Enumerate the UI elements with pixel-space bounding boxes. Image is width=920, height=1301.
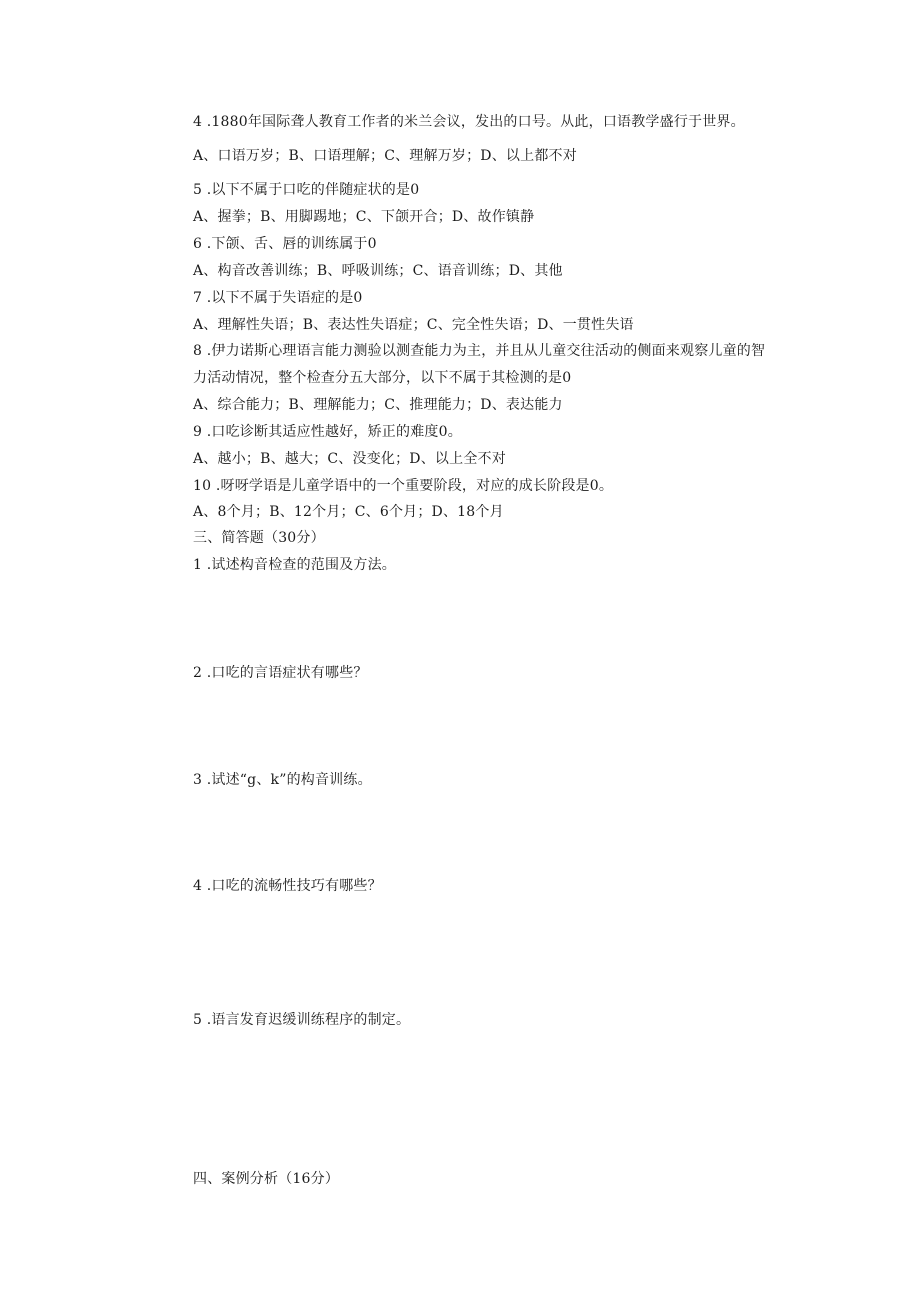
question-8-options: A、综合能力；B、理解能力；C、推理能力；D、表达能力 <box>193 397 563 413</box>
question-5-options: A、握拳；B、用脚踢地；C、下颌开合；D、故作镇静 <box>193 209 535 225</box>
question-10-text: 10 .呀呀学语是儿童学语中的一个重要阶段，对应的成长阶段是0。 <box>193 478 614 494</box>
question-9-options: A、越小；B、越大；C、没变化；D、以上全不对 <box>193 451 506 467</box>
section-3-heading: 三、简答题（30分） <box>193 530 325 546</box>
question-7-options: A、理解性失语；B、表达性失语症；C、完全性失语；D、一贯性失语 <box>193 317 634 333</box>
question-4-options: A、口语万岁；B、口语理解；C、理解万岁；D、以上都不对 <box>193 148 577 164</box>
short-answer-4: 4 .口吃的流畅性技巧有哪些？ <box>193 878 382 894</box>
question-6-text: 6 .下颌、舌、唇的训练属于0 <box>193 236 377 252</box>
question-8-text: 8 .伊力诺斯心理语言能力测验以测查能力为主，并且从儿童交往活动的侧面来观察儿童的智 <box>193 343 766 359</box>
question-4-text: 4 .1880年国际聋人教育工作者的米兰会议，发出的口号。从此，口语教学盛行于世界。 <box>193 114 745 130</box>
short-answer-2: 2 .口吃的言语症状有哪些？ <box>193 665 368 681</box>
short-answer-3: 3 .试述“g、k”的构音训练。 <box>193 772 372 788</box>
section-4-heading: 四、案例分析（16分） <box>193 1171 340 1187</box>
question-9-text: 9 .口吃诊断其适应性越好，矫正的难度0。 <box>193 424 462 440</box>
short-answer-5: 5 .语言发育迟缓训练程序的制定。 <box>193 1012 411 1028</box>
short-answer-1: 1 .试述构音检查的范围及方法。 <box>193 557 397 573</box>
question-5-text: 5 .以下不属于口吃的伴随症状的是0 <box>193 182 420 198</box>
question-8-text-continued: 力活动情况，整个检查分五大部分，以下不属于其检测的是0 <box>193 370 572 386</box>
question-6-options: A、构音改善训练；B、呼吸训练；C、语音训练；D、其他 <box>193 263 563 279</box>
question-7-text: 7 .以下不属于失语症的是0 <box>193 290 363 306</box>
question-10-options: A、8个月；B、12个月；C、6个月；D、18个月 <box>193 504 504 520</box>
